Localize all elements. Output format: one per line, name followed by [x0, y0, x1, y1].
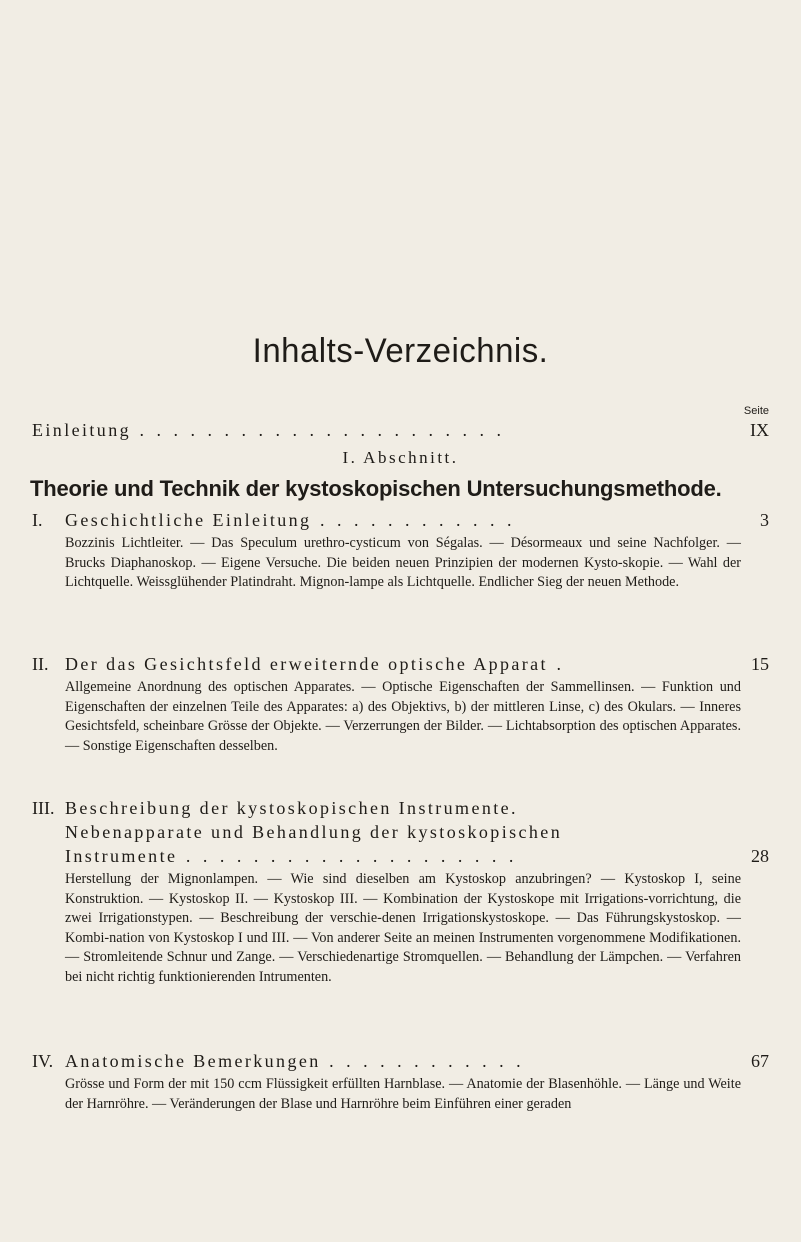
einleitung-page: IX [750, 420, 769, 440]
toc-entry-summary [65, 1075, 741, 1114]
toc-entry-heading: I. Geschichtliche Einleitung . . . . . . . . . . . . 3 [32, 510, 769, 530]
toc-entry-title-line-3-text: Instrumente [65, 846, 178, 866]
toc-entry-numeral: II. [32, 654, 49, 674]
toc-entry-title-line-2: Nebenapparate und Behandlung der kystoskopischen [65, 822, 563, 842]
toc-entry-heading: II. Der das Gesichtsfeld erweiternde optische Apparat . 15 [32, 654, 769, 674]
toc-entry-summary-text: Allgemeine Anordnung des optischen Apparates. — Optische Eigenschaften der Sammellinsen. — Funktion und Eigenschaften der einzelnen Teile des Apparates: a) des Objektivs, b) der mittleren Linse, c) des Okulars. — Inneres Gesichtsfeld, scheinbare Grösse der Objekte. — Verzerrungen der Bilder. — Lichtabsorption des optischen Apparates. — Sonstige Eigenschaften desselben. [65, 679, 741, 754]
page-title: Inhalts-Verzeichnis. [252, 332, 549, 370]
toc-entry-summary [65, 678, 741, 756]
toc-entry-page: 28 [751, 846, 769, 866]
toc-entry-numeral: III. [32, 798, 55, 818]
toc-entry-einleitung: Einleitung . . . . . . . . . . . . . . . . . . . . . . IX [32, 420, 769, 440]
toc-entry-summary [65, 870, 741, 988]
toc-entry-title: Anatomische Bemerkungen [65, 1051, 321, 1071]
toc-entry-title: Beschreibung der kystoskopischen Instrumente. [65, 798, 518, 818]
toc-entry-3 [32, 798, 769, 870]
toc-entry-title: Geschichtliche Einleitung [65, 510, 312, 530]
toc-entry-page: 67 [751, 1051, 769, 1071]
toc-entry-summary-text: Herstellung der Mignonlampen. — Wie sind dieselben am Kystoskop anzubringen? — Kystoskop I, seine Konstruktion. — Kystoskop II. — Kystoskop III. — Kombination der Kystoskope mit Irrigations-vorrichtung, die zwei Irrigationstypen. — Beschreibung der verschie-denen Irrigationskystoskope. — Das Führungskystoskop. — Kombi-nation von Kystoskop I und III. — Von anderer Seite an meinen Instrumenten vorgenommene Modifikationen. — Stromleitende Schnur und Zange. — Verschiedenartige Stromquellen. — Behandlung der Lämpchen. — Verfahren bei nicht richtig funktionierenden Intrumenten. [65, 871, 741, 985]
toc-entry-heading [32, 798, 769, 822]
section-title: Theorie und Technik der kystoskopischen Untersuchungsmethode. [30, 476, 722, 501]
toc-entry-numeral: I. [32, 510, 43, 530]
toc-entry-summary-text: Bozzinis Lichtleiter. — Das Speculum urethro-cysticum von Ségalas. — Désormeaux und seine Nachfolger. — Brucks Diaphanoskop. — Eigene Versuche. Die beiden neuen Prinzipien der modernen Kysto-skopie. — Wahl der Lichtquelle. Weissglühender Platindraht. Mignon-lampe als Lichtquelle. Endlicher Sieg der neuen Methode. [65, 535, 741, 591]
toc-entry-heading: IV. Anatomische Bemerkungen . . . . . . . . . . . . 67 [32, 1051, 769, 1071]
toc-entry-2 [32, 654, 769, 678]
part-heading: I. Abschnitt. [342, 448, 459, 467]
einleitung-label: Einleitung [32, 420, 131, 440]
toc-entry-4 [32, 1051, 769, 1075]
page-column-label: Seite [743, 405, 769, 417]
toc-entry-title-line-3: Instrumente . . . . . . . . . . . . . . . . . . . . 28 [65, 846, 769, 866]
toc-entry-summary [65, 534, 741, 593]
toc-entry-1 [32, 510, 769, 534]
toc-entry-numeral: IV. [32, 1051, 54, 1071]
toc-entry-page: 15 [751, 654, 769, 674]
toc-entry-summary-text: Grösse und Form der mit 150 ccm Flüssigkeit erfüllten Harnblase. — Anatomie der Blasenhöhle. — Länge und Weite der Harnröhre. — Veränderungen der Blase und Harnröhre beim Einführen einer geraden [65, 1076, 741, 1112]
toc-entry-page: 3 [760, 510, 769, 530]
toc-entry-title: Der das Gesichtsfeld erweiternde optische Apparat [65, 654, 548, 674]
